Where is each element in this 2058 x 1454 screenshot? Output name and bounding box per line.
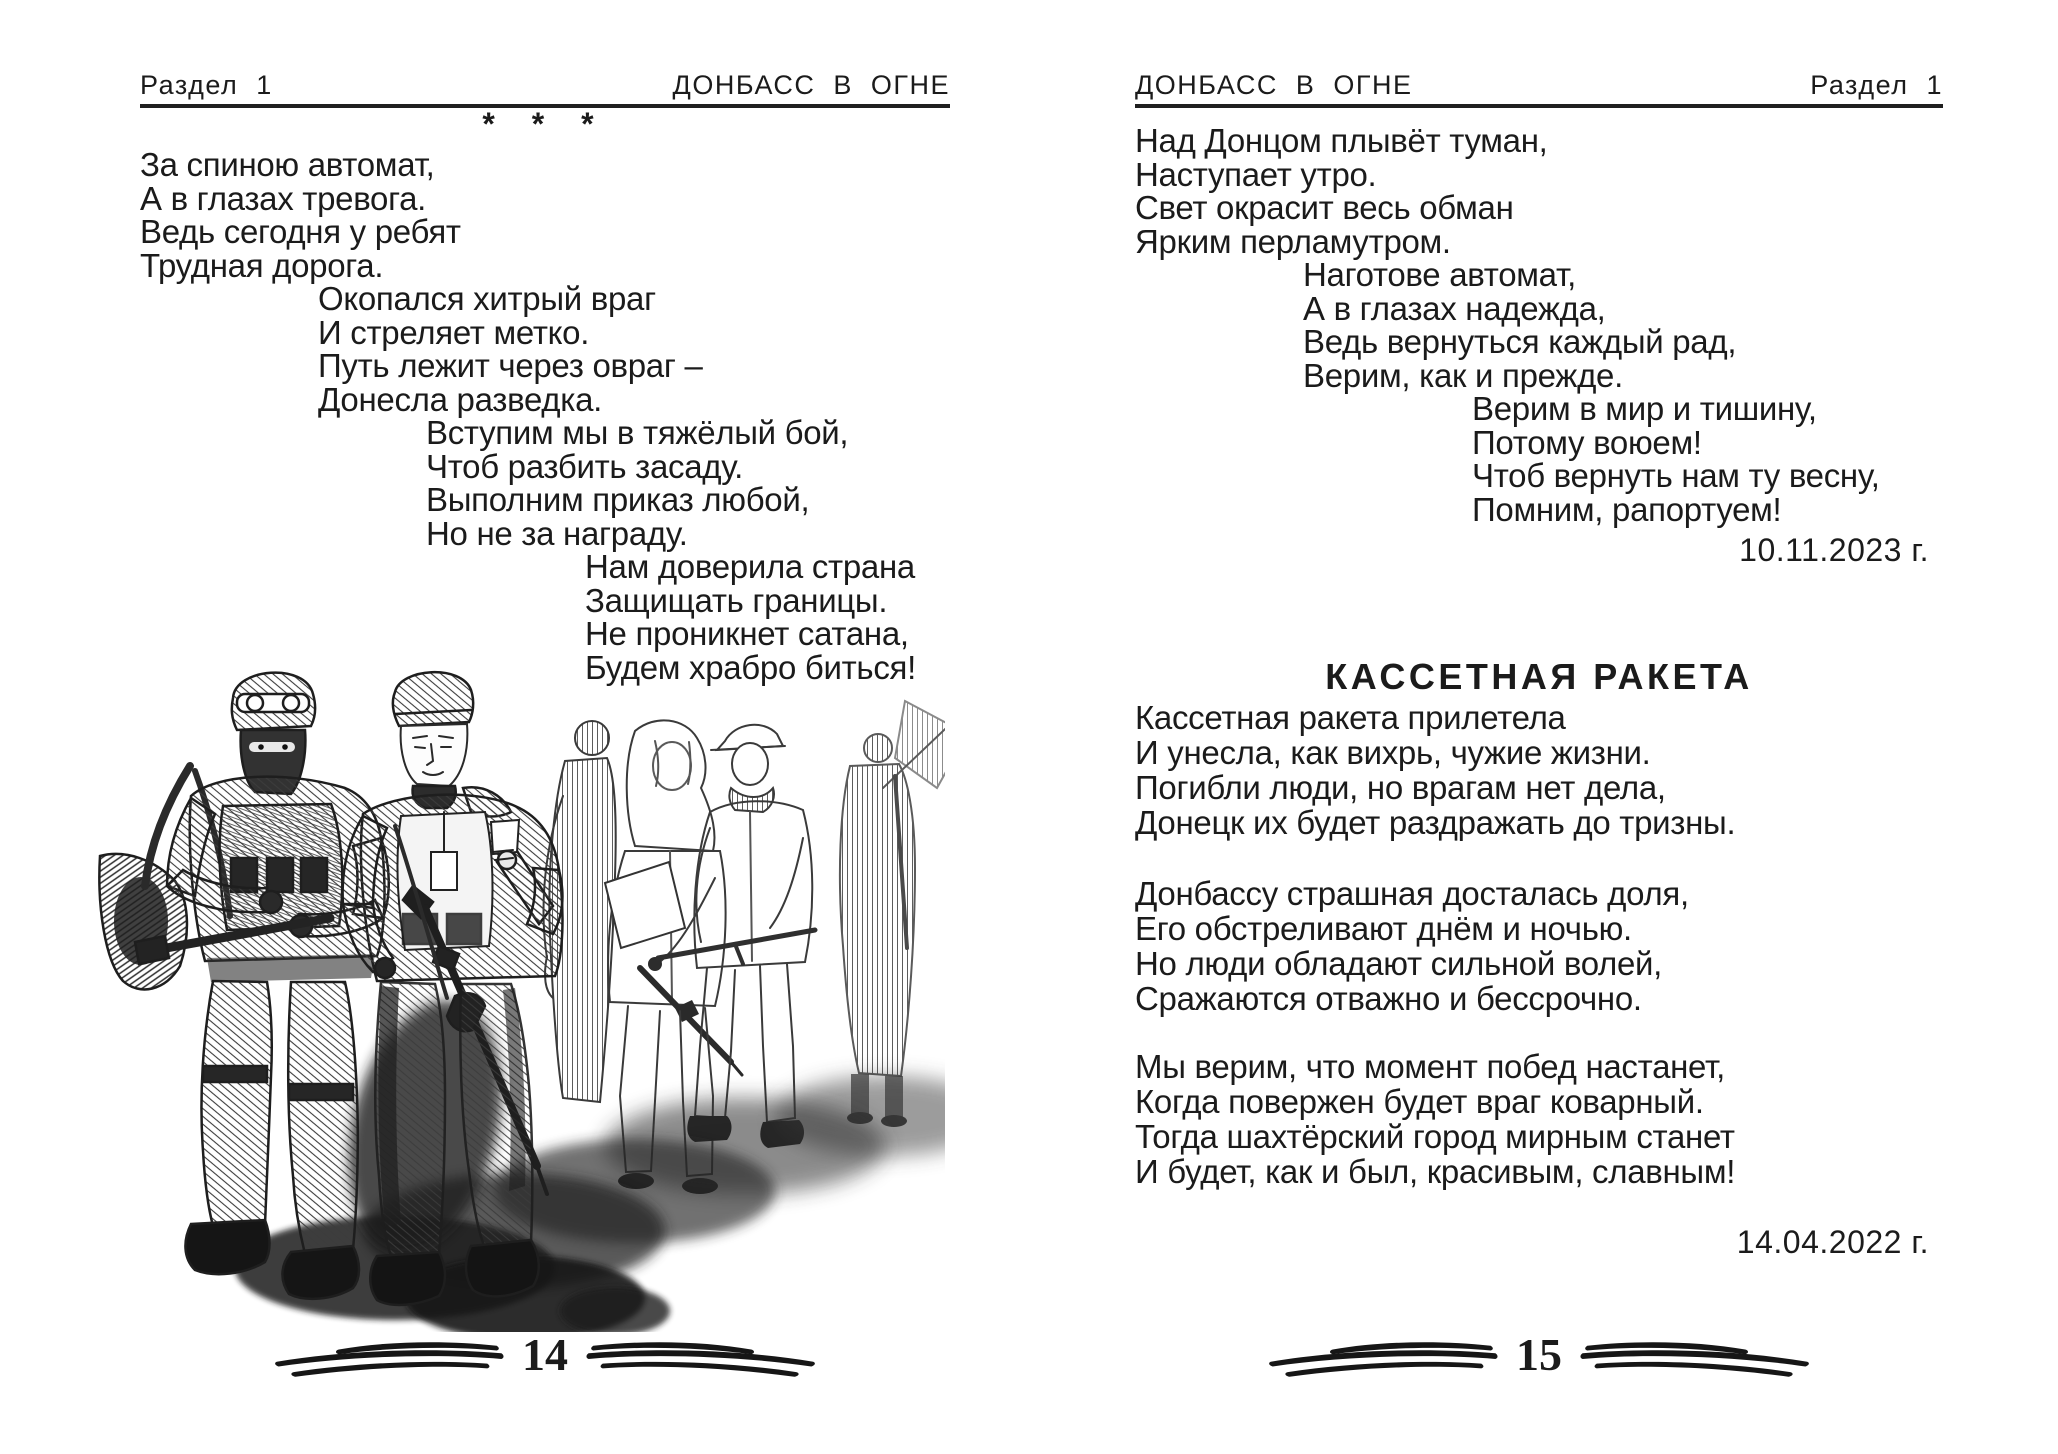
soldiers-illustration [95, 646, 945, 1332]
header-section-label: Раздел 1 [140, 70, 273, 100]
poem-line: За спиною автомат, [140, 146, 435, 183]
poem-untitled [140, 148, 950, 684]
header-book-title: ДОНБАСС В ОГНЕ [672, 70, 950, 100]
flourish-left-icon [1267, 1336, 1502, 1380]
running-header-left [140, 70, 950, 108]
poem-line: Сражаются отважно и бессрочно. [1135, 980, 1642, 1017]
poem-section-mark: * * * [482, 106, 608, 142]
poem-date: 14.04.2022 г. [1736, 1224, 1929, 1260]
poem-date: 10.11.2023 г. [1739, 532, 1929, 568]
poem-line: Защищать границы. [585, 581, 888, 619]
poem-line: Потому воюем! [1472, 423, 1702, 461]
poem-line: Выполним приказ любой, [426, 481, 810, 518]
flourish-right-icon [582, 1336, 817, 1380]
poem-line: А в глазах надежда, [1303, 289, 1606, 327]
poem-line: А в глазах тревога. [140, 179, 427, 217]
poem-line: И стреляет метко. [318, 313, 590, 351]
poem-stanza [1135, 1049, 1943, 1189]
poem-line: Над Донцом плывёт туман, [1135, 122, 1548, 159]
poem-line: Верим в мир и тишину, [1472, 390, 1817, 427]
poem-line: Помним, рапортуем! [1472, 490, 1782, 528]
header-section-label: Раздел 1 [1810, 70, 1943, 100]
poem-line: Чтоб вернуть нам ту весну, [1472, 457, 1880, 494]
poem-line: Его обстреливают днём и ночью. [1135, 910, 1632, 947]
poem-line: Чтоб разбить засаду. [426, 447, 744, 485]
poem-line: Мы верим, что момент побед настанет, [1135, 1048, 1726, 1085]
foreground-soldier-helmet [99, 673, 388, 1299]
poem-line: Донбассу страшная досталась доля, [1135, 875, 1689, 912]
poem-line: И унесла, как вихрь, чужие жизни. [1135, 734, 1651, 771]
poem-line: Ведь вернуться каждый рад, [1303, 323, 1737, 360]
page-footer [140, 1326, 950, 1390]
page-number: 15 [1516, 1329, 1562, 1380]
poem-line: Наготове автомат, [1303, 256, 1576, 293]
page-right [1135, 0, 1943, 1454]
poem-line: Наступает утро. [1135, 155, 1377, 193]
poem-line: Нам доверила страна [585, 548, 915, 585]
flourish-left-icon [273, 1336, 508, 1380]
poem-line: Верим, как и прежде. [1303, 356, 1623, 394]
poem-line: Но люди обладают сильной волей, [1135, 945, 1663, 982]
poem-line: Ведь сегодня у ребят [140, 213, 461, 250]
header-book-title: ДОНБАСС В ОГНЕ [1135, 70, 1413, 100]
poem-line: Донесла разведка. [318, 380, 603, 418]
poem-line: Но не за награду. [426, 514, 688, 552]
poem-line: Будем храбро биться! [585, 648, 916, 686]
poem-line: Вступим мы в тяжёлый бой, [426, 414, 849, 451]
poem-title: КАССЕТНАЯ РАКЕТА [1325, 655, 1753, 697]
poem-stanza [1135, 876, 1943, 1016]
poem-line: Когда повержен будет враг коварный. [1135, 1083, 1704, 1120]
poem-line: И будет, как и был, красивым, славным! [1135, 1153, 1736, 1190]
poem-line: Окопался хитрый враг [318, 280, 656, 317]
poem-continuation [1135, 124, 1943, 526]
running-header-right [1135, 70, 1943, 108]
poem-line: Путь лежит через овраг – [318, 347, 703, 384]
background-soldier-flag [840, 701, 945, 1127]
poem-line: Ярким перламутром. [1135, 222, 1451, 260]
poem-line: Погибли люди, но врагам нет дела, [1135, 769, 1666, 806]
poem-line: Донецк их будет раздражать до тризны. [1135, 804, 1736, 841]
poem-line: Не проникнет сатана, [585, 615, 909, 652]
poem-stanza [1135, 700, 1943, 840]
poem-line: Тогда шахтёрский город мирным станет [1135, 1118, 1735, 1155]
page-footer [1135, 1326, 1943, 1390]
page-number: 14 [522, 1329, 568, 1380]
poem-line: Кассетная ракета прилетела [1135, 699, 1566, 736]
flourish-right-icon [1576, 1336, 1811, 1380]
poem-line: Трудная дорога. [140, 246, 384, 284]
poem-line: Свет окрасит весь обман [1135, 189, 1514, 226]
